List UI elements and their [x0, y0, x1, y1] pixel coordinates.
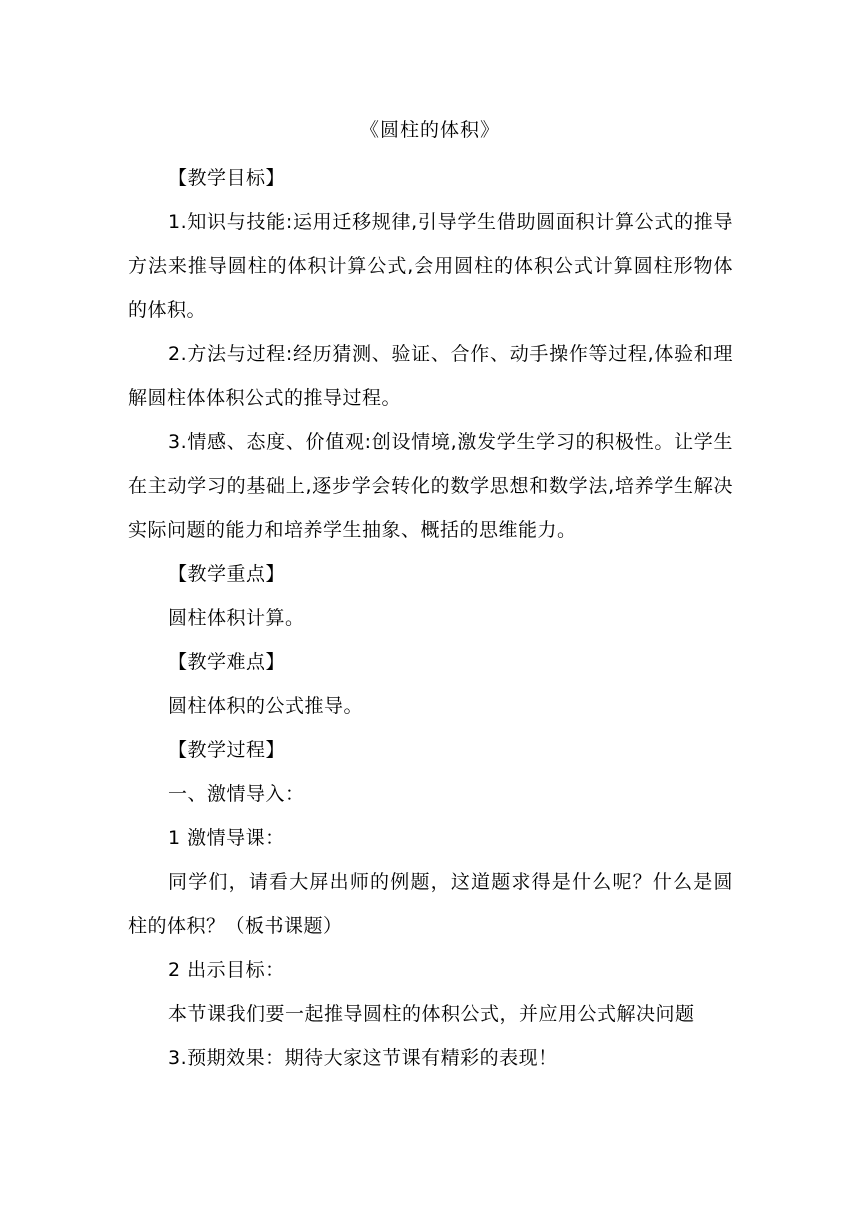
- section-heading-difficulties: 【教学难点】: [168, 651, 286, 673]
- paragraph-step-2-detail: 本节课我们要一起推导圆柱的体积公式，并应用公式解决问题: [168, 1003, 695, 1025]
- paragraph-step-1: 1 激情导课：: [168, 827, 285, 849]
- paragraph-emotions-values: 3.情感、态度、价值观:创设情境,激发学生学习的积极性。让学生在主动学习的基础上,逐步学会转化的数学思想和数学法,培养学生解决实际问题的能力和培养学生抽象、概括的思维能力。: [128, 431, 733, 541]
- paragraph-methods-process: 2.方法与过程:经历猜测、验证、合作、动手操作等过程,体验和理解圆柱体体积公式的推导过程。: [128, 343, 733, 409]
- paragraph-step-2: 2 出示目标：: [168, 959, 285, 981]
- section-heading-process: 【教学过程】: [168, 739, 286, 761]
- paragraph-knowledge-skills: 1.知识与技能:运用迁移规律,引导学生借助圆面积计算公式的推导方法来推导圆柱的体积计算公式,会用圆柱的体积公式计算圆柱形物体的体积。: [128, 211, 733, 321]
- paragraph-step-intro: 一、激情导入：: [168, 783, 305, 805]
- section-heading-objectives: 【教学目标】: [168, 167, 286, 189]
- paragraph-step-3: 3.预期效果：期待大家这节课有精彩的表现！: [168, 1047, 558, 1069]
- paragraph-difficulty: 圆柱体积的公式推导。: [168, 695, 364, 717]
- document-title: 《圆柱的体积》: [359, 119, 500, 141]
- paragraph-key-point: 圆柱体积计算。: [168, 607, 305, 629]
- document-body: [128, 156, 733, 1080]
- section-heading-key-points: 【教学重点】: [168, 563, 286, 585]
- paragraph-step-1-detail: 同学们，请看大屏出师的例题，这道题求得是什么呢？什么是圆柱的体积？（板书课题）: [128, 871, 733, 937]
